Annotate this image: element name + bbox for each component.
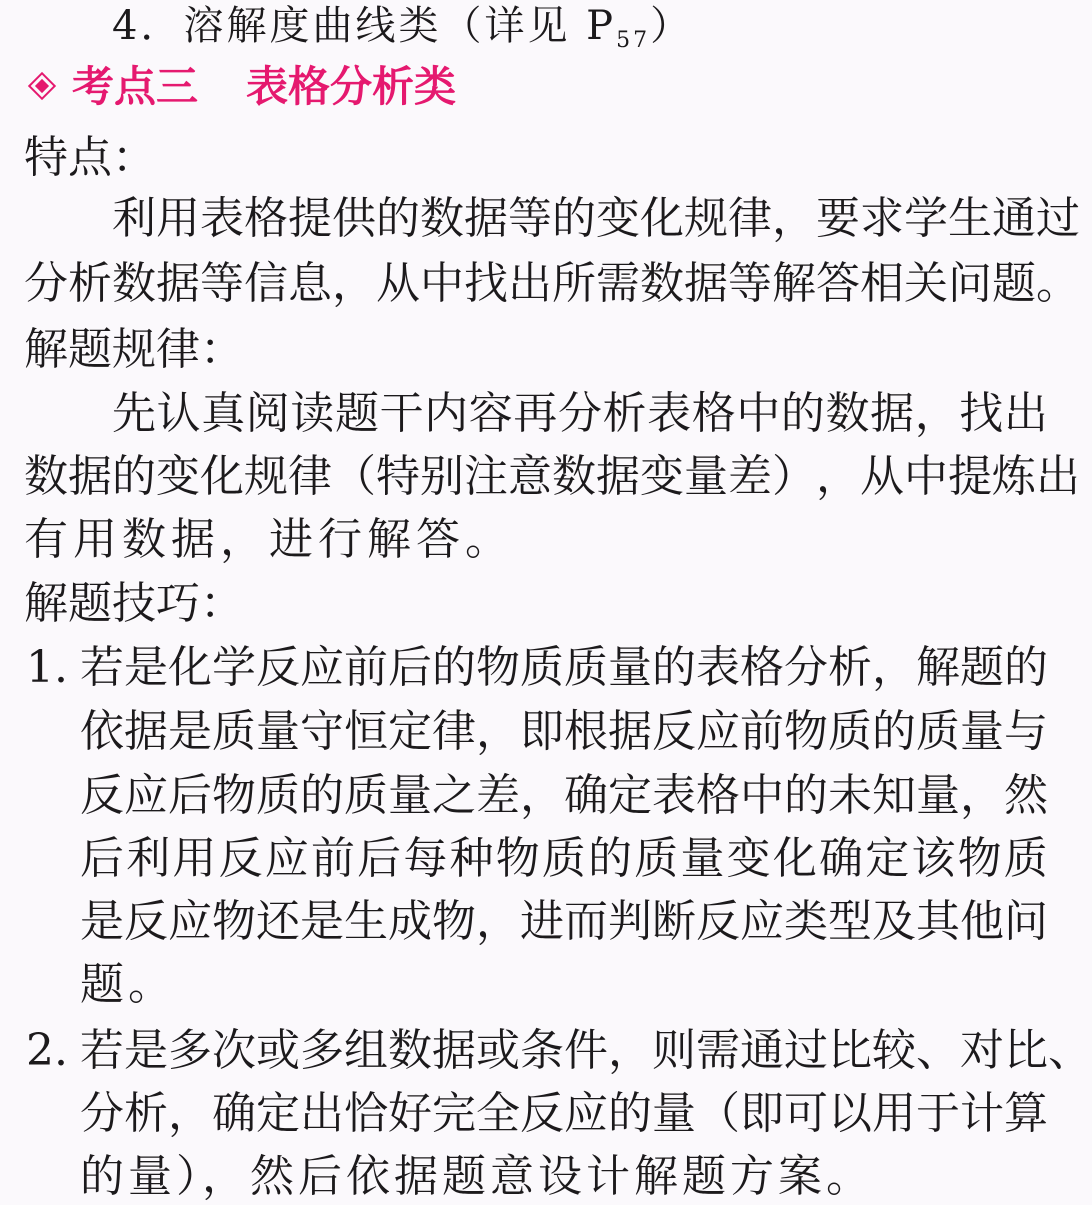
page-number-subscript: 57	[616, 28, 651, 53]
tip-1-number: 1.	[26, 642, 68, 693]
rules-label: 解题规律：	[24, 324, 244, 375]
tip-1-line-2: 依 据 是 质 量 守 恒 定 律 ， 即 根 据 反 应 前 物 质 的 质 量 与	[80, 706, 1048, 757]
tip-2-line-2: 分 析 ， 确 定 出 恰 好 完 全 反 应 的 量 （ 即 可 以 用 于 计 算	[80, 1088, 1048, 1139]
previous-item-close: ）	[650, 3, 694, 49]
tip-2-line-3: 的量），然后依据题意设计解题方案。	[80, 1151, 874, 1202]
features-line-1: 利 用 表 格 提 供 的 数 据 等 的 变 化 规 律 ， 要 求 学 生 通 过	[112, 193, 1080, 244]
features-line-2: 分 析 数 据 等 信 息 ， 从 中 找 出 所 需 数 据 等 解 答 相 关 问 题 。	[24, 258, 1080, 309]
tip-1-line-4: 后 利 用 反 应 前 后 每 种 物 质 的 质 量 变 化 确 定 该 物 质	[80, 833, 1048, 884]
rules-line-2: 数 据 的 变 化 规 律 （ 特 别 注 意 数 据 变 量 差 ） ， 从 中 提 炼 出	[24, 451, 1080, 502]
tip-2-number: 2.	[26, 1025, 68, 1076]
previous-item-text: 4．溶解度曲线类（详见 P	[112, 3, 617, 49]
rules-line-3: 有用数据，进行解答。	[24, 514, 514, 565]
section-label: 考点三	[72, 62, 199, 111]
section-title: 表格分析类	[246, 62, 457, 111]
features-label: 特点：	[24, 132, 156, 183]
tip-2-line-1: 若 是 多 次 或 多 组 数 据 或 条 件 ， 则 需 通 过 比 较 、 对 比 、	[80, 1025, 1092, 1076]
section-heading	[24, 62, 457, 111]
tip-1-line-3: 反 应 后 物 质 的 质 量 之 差 ， 确 定 表 格 中 的 未 知 量 ， 然	[80, 770, 1048, 821]
rules-line-1: 先 认 真 阅 读 题 干 内 容 再 分 析 表 格 中 的 数 据 ， 找 出	[112, 388, 1048, 439]
tip-1-line-5: 是 反 应 物 还 是 生 成 物 ， 进 而 判 断 反 应 类 型 及 其 他 问	[80, 896, 1048, 947]
tip-1-line-6: 题。	[80, 959, 176, 1010]
previous-item-heading	[112, 3, 694, 53]
tip-1-line-1: 若 是 化 学 反 应 前 后 的 物 质 质 量 的 表 格 分 析 ， 解 题 的	[80, 642, 1048, 693]
tips-label: 解题技巧：	[24, 578, 244, 629]
diamond-bullet-icon	[28, 72, 58, 102]
